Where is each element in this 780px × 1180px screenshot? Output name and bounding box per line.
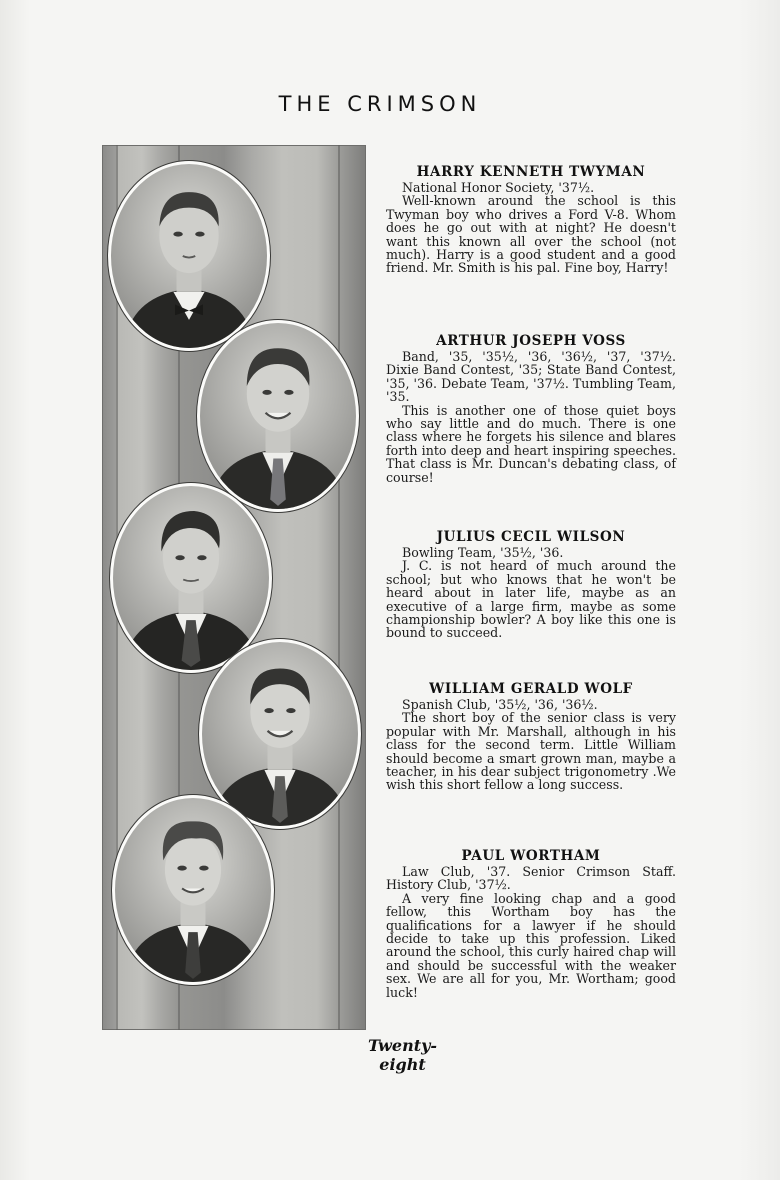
portrait-voss	[197, 320, 359, 512]
bio-wortham	[386, 848, 676, 999]
senior-description: J. C. is not heard of much around the school; but who knows that he won't be heard about in later life, maybe as an executive of a large firm, maybe as some championship bowler? A boy like this one is bound to succeed.	[386, 558, 676, 641]
senior-name: HARRY KENNETH TWYMAN	[416, 164, 646, 180]
senior-description: This is another one of those quiet boys who say little and do much. There is one class where he forgets his silence and blares forth into deep and heart inspiring speeches. That class is Mr. Duncan's debating class, of course!	[386, 402, 676, 485]
senior-bio	[386, 350, 676, 484]
photo-panel	[102, 145, 366, 1030]
senior-bio	[386, 698, 676, 792]
portrait-wilson	[110, 483, 272, 673]
portrait-twyman	[108, 161, 270, 351]
senior-bio	[386, 865, 676, 999]
senior-name: WILLIAM GERALD WOLF	[429, 681, 633, 697]
portrait-wolf	[199, 639, 361, 829]
senior-bio	[386, 546, 676, 640]
senior-activities: Law Club, '37. Senior Crimson Staff. History Club, '37½.	[386, 864, 676, 893]
page-title: THE CRIMSON	[278, 92, 482, 116]
page-number: Twenty-eight	[367, 1036, 438, 1074]
panel-stripe	[338, 145, 340, 1030]
bio-wilson	[386, 529, 676, 640]
senior-activities: National Honor Society, '37½.	[402, 180, 595, 195]
senior-activities: Band, '35, '35½, '36, '36½, '37, '37½. Dixie Band Contest, '35; State Band Contest, '35, '36. Debate Team, '37½. Tumbling Team, '35.	[386, 349, 676, 405]
bio-wolf	[386, 681, 676, 792]
portrait-wortham	[112, 795, 274, 985]
senior-description: Well-known around the school is this Twyman boy who drives a Ford V-8. Whom does he go out with at night? He doesn't want this known all over the school (not much). Harry is a good student and a good friend. Mr. Smith is his pal. Fine boy, Harry!	[386, 193, 676, 276]
senior-bio	[386, 181, 676, 275]
bio-twyman	[386, 164, 676, 275]
senior-activities: Bowling Team, '35½, '36.	[402, 545, 564, 560]
senior-description: A very fine looking chap and a good fellow, this Wortham boy has the qualifications for a lawyer if he should decide to take up this profession. Liked around the school, this curly haired chap will and should be successful with the weaker sex. We are all for you, Mr. Wortham; good luck!	[386, 890, 676, 1000]
senior-activities: Spanish Club, '35½, '36, '36½.	[402, 697, 598, 712]
bio-voss	[386, 333, 676, 484]
senior-name: PAUL WORTHAM	[461, 848, 601, 864]
senior-name: ARTHUR JOSEPH VOSS	[436, 333, 626, 349]
senior-name: JULIUS CECIL WILSON	[436, 529, 626, 545]
senior-description: The short boy of the senior class is very popular with Mr. Marshall, although in his class for the second term. Little William should become a smart grown man, maybe a teacher, in his dear subject trigonometry .We wish this short fellow a long success.	[386, 710, 676, 793]
